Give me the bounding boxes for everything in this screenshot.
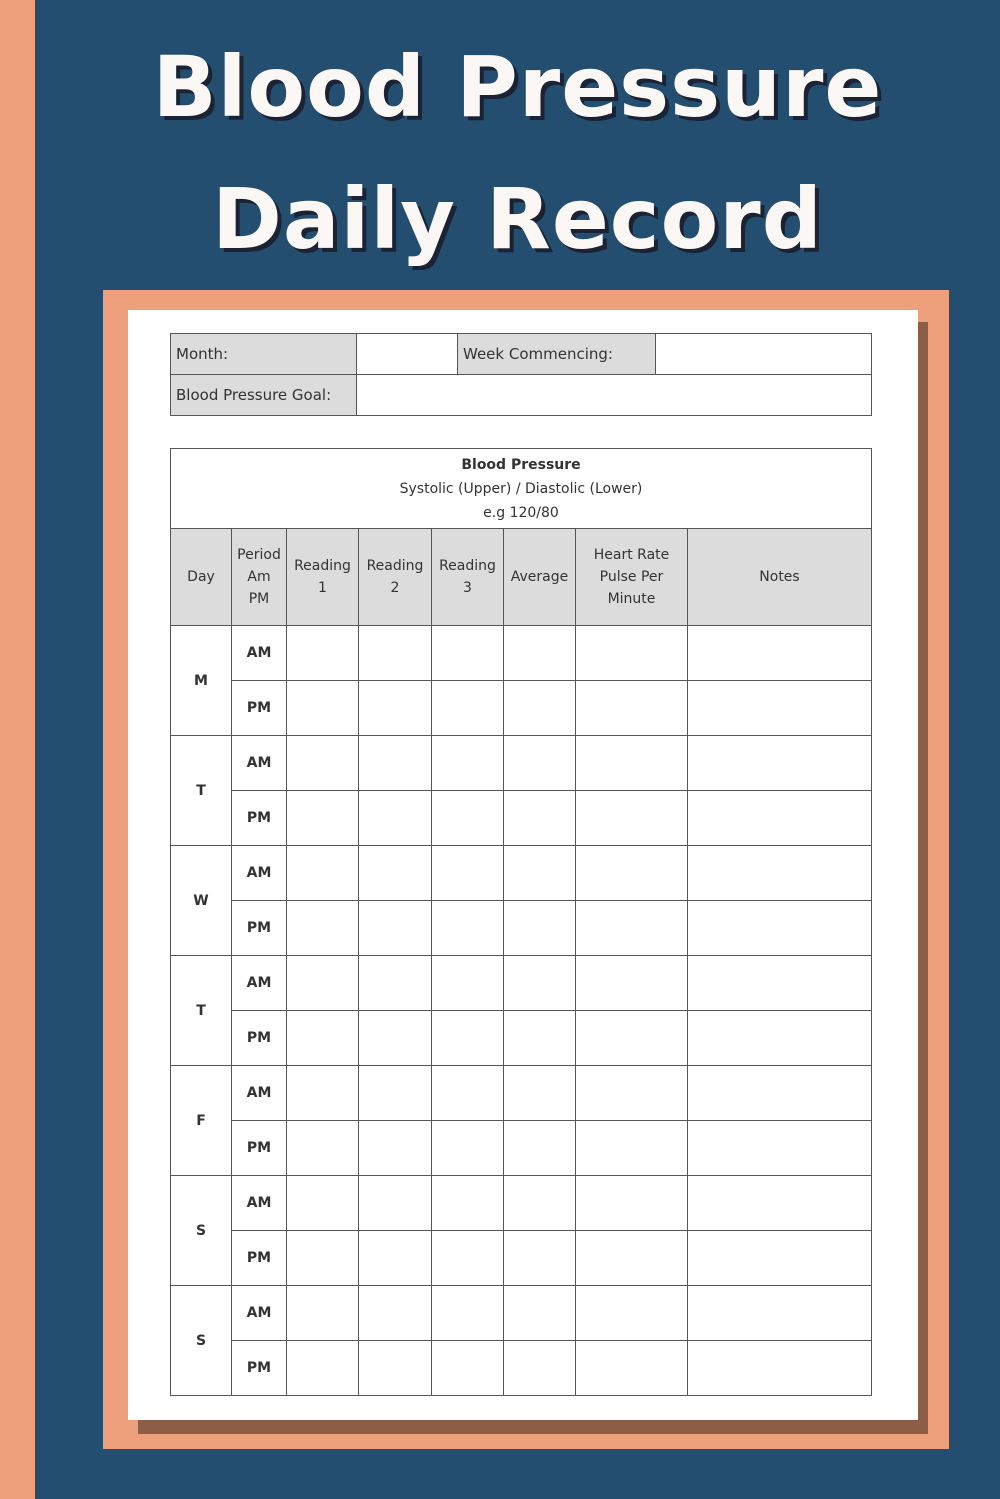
heart-rate-cell[interactable]	[576, 626, 688, 681]
table-title: Blood Pressure	[461, 456, 581, 473]
notes-cell[interactable]	[688, 681, 872, 736]
reading-2-cell[interactable]	[359, 1011, 432, 1066]
reading-3-cell[interactable]	[432, 956, 504, 1011]
heart-rate-cell[interactable]	[576, 1341, 688, 1396]
notes-cell[interactable]	[688, 626, 872, 681]
average-cell[interactable]	[504, 846, 576, 901]
average-cell[interactable]	[504, 791, 576, 846]
reading-1-cell[interactable]	[287, 1286, 359, 1341]
notes-cell[interactable]	[688, 956, 872, 1011]
table-row	[171, 901, 872, 956]
reading-2-cell[interactable]	[359, 1121, 432, 1176]
reading-3-cell[interactable]	[432, 791, 504, 846]
average-cell[interactable]	[504, 681, 576, 736]
reading-2-cell[interactable]	[359, 1286, 432, 1341]
record-sheet	[128, 310, 918, 1420]
day-cell: S	[171, 1176, 232, 1286]
heart-rate-cell[interactable]	[576, 1286, 688, 1341]
goal-label: Blood Pressure Goal:	[171, 375, 357, 416]
table-row	[171, 626, 872, 681]
table-row	[171, 1066, 872, 1121]
heart-rate-cell[interactable]	[576, 681, 688, 736]
period-cell: PM	[232, 1341, 287, 1396]
table-row	[171, 1286, 872, 1341]
period-cell: AM	[232, 1176, 287, 1231]
period-cell: AM	[232, 626, 287, 681]
reading-3-cell[interactable]	[432, 1121, 504, 1176]
reading-2-cell[interactable]	[359, 1231, 432, 1286]
reading-3-cell[interactable]	[432, 1176, 504, 1231]
average-cell[interactable]	[504, 1176, 576, 1231]
heart-rate-cell[interactable]	[576, 1121, 688, 1176]
table-row	[171, 1011, 872, 1066]
average-cell[interactable]	[504, 1066, 576, 1121]
reading-3-cell[interactable]	[432, 681, 504, 736]
table-subtitle: Systolic (Upper) / Diastolic (Lower)	[399, 480, 643, 497]
left-accent-strip	[0, 0, 35, 1499]
week-commencing-label: Week Commencing:	[458, 334, 656, 375]
col-hr-l3: Minute	[607, 591, 656, 607]
heart-rate-cell[interactable]	[576, 736, 688, 791]
period-cell: PM	[232, 681, 287, 736]
heart-rate-cell[interactable]	[576, 956, 688, 1011]
col-period	[232, 529, 287, 626]
reading-1-cell[interactable]	[287, 736, 359, 791]
week-commencing-field[interactable]	[656, 334, 872, 375]
table-row	[171, 1231, 872, 1286]
col-hr-l2: Pulse Per	[599, 569, 664, 585]
reading-3-cell[interactable]	[432, 1341, 504, 1396]
reading-2-cell[interactable]	[359, 681, 432, 736]
reading-1-cell[interactable]	[287, 1121, 359, 1176]
notes-cell[interactable]	[688, 1176, 872, 1231]
heart-rate-cell[interactable]	[576, 846, 688, 901]
col-reading-2	[359, 529, 432, 626]
notes-cell[interactable]	[688, 1066, 872, 1121]
col-notes: Notes	[688, 529, 872, 626]
readings-table	[170, 448, 872, 1396]
day-cell: T	[171, 736, 232, 846]
reading-3-cell[interactable]	[432, 1011, 504, 1066]
period-cell: AM	[232, 736, 287, 791]
notes-cell[interactable]	[688, 1286, 872, 1341]
table-row	[171, 956, 872, 1011]
day-cell: T	[171, 956, 232, 1066]
average-cell[interactable]	[504, 1121, 576, 1176]
period-cell: PM	[232, 901, 287, 956]
notes-cell[interactable]	[688, 1341, 872, 1396]
reading-2-cell[interactable]	[359, 791, 432, 846]
average-cell[interactable]	[504, 736, 576, 791]
heart-rate-cell[interactable]	[576, 1066, 688, 1121]
reading-3-cell[interactable]	[432, 846, 504, 901]
reading-1-cell[interactable]	[287, 1011, 359, 1066]
reading-1-cell[interactable]	[287, 846, 359, 901]
month-field[interactable]	[357, 334, 458, 375]
goal-field[interactable]	[357, 375, 872, 416]
table-row	[171, 846, 872, 901]
table-row	[171, 1341, 872, 1396]
reading-3-cell[interactable]	[432, 1231, 504, 1286]
month-label: Month:	[171, 334, 357, 375]
table-row	[171, 791, 872, 846]
col-day: Day	[171, 529, 232, 626]
reading-1-cell[interactable]	[287, 791, 359, 846]
reading-2-cell[interactable]	[359, 846, 432, 901]
average-cell[interactable]	[504, 1286, 576, 1341]
col-heart-rate	[576, 529, 688, 626]
period-cell: PM	[232, 1231, 287, 1286]
notes-cell[interactable]	[688, 791, 872, 846]
info-table	[170, 333, 872, 416]
cover-title-line2: Daily Record	[212, 170, 823, 268]
notes-cell[interactable]	[688, 736, 872, 791]
col-reading-1	[287, 529, 359, 626]
day-cell: M	[171, 626, 232, 736]
col-period-l1: Period	[237, 547, 281, 563]
col-reading-3	[432, 529, 504, 626]
cover-title-line1: Blood Pressure	[152, 38, 883, 136]
period-cell: AM	[232, 1286, 287, 1341]
reading-1-cell[interactable]	[287, 681, 359, 736]
col-hr-l1: Heart Rate	[593, 547, 670, 563]
reading-1-cell[interactable]	[287, 626, 359, 681]
heart-rate-cell[interactable]	[576, 791, 688, 846]
reading-2-cell[interactable]	[359, 1341, 432, 1396]
average-cell[interactable]	[504, 901, 576, 956]
day-cell: W	[171, 846, 232, 956]
col-r3-l2: 3	[463, 580, 472, 596]
heart-rate-cell[interactable]	[576, 1011, 688, 1066]
table-header	[171, 449, 872, 529]
average-cell[interactable]	[504, 1341, 576, 1396]
reading-1-cell[interactable]	[287, 1341, 359, 1396]
col-average: Average	[504, 529, 576, 626]
reading-3-cell[interactable]	[432, 736, 504, 791]
col-period-l3: PM	[248, 591, 270, 607]
table-row	[171, 736, 872, 791]
reading-3-cell[interactable]	[432, 1286, 504, 1341]
reading-3-cell[interactable]	[432, 1066, 504, 1121]
reading-2-cell[interactable]	[359, 1066, 432, 1121]
notes-cell[interactable]	[688, 1011, 872, 1066]
period-cell: PM	[232, 1011, 287, 1066]
reading-2-cell[interactable]	[359, 901, 432, 956]
average-cell[interactable]	[504, 1011, 576, 1066]
period-cell: PM	[232, 1121, 287, 1176]
col-r1-l2: 1	[318, 580, 327, 596]
reading-1-cell[interactable]	[287, 1231, 359, 1286]
table-row	[171, 1121, 872, 1176]
reading-2-cell[interactable]	[359, 736, 432, 791]
reading-2-cell[interactable]	[359, 1176, 432, 1231]
reading-1-cell[interactable]	[287, 1176, 359, 1231]
col-r1-l1: Reading	[294, 558, 351, 574]
table-row	[171, 1176, 872, 1231]
average-cell[interactable]	[504, 956, 576, 1011]
average-cell[interactable]	[504, 1231, 576, 1286]
reading-1-cell[interactable]	[287, 956, 359, 1011]
day-cell: S	[171, 1286, 232, 1396]
heart-rate-cell[interactable]	[576, 901, 688, 956]
heart-rate-cell[interactable]	[576, 1231, 688, 1286]
notes-cell[interactable]	[688, 901, 872, 956]
notes-cell[interactable]	[688, 1121, 872, 1176]
day-cell: F	[171, 1066, 232, 1176]
reading-1-cell[interactable]	[287, 1066, 359, 1121]
table-row	[171, 681, 872, 736]
table-example: e.g 120/80	[483, 504, 559, 521]
reading-3-cell[interactable]	[432, 626, 504, 681]
col-r3-l1: Reading	[439, 558, 496, 574]
reading-2-cell[interactable]	[359, 626, 432, 681]
reading-1-cell[interactable]	[287, 901, 359, 956]
col-r2-l1: Reading	[366, 558, 424, 574]
average-cell[interactable]	[504, 626, 576, 681]
heart-rate-cell[interactable]	[576, 1176, 688, 1231]
notes-cell[interactable]	[688, 1231, 872, 1286]
period-cell: AM	[232, 846, 287, 901]
col-r2-l2: 2	[390, 580, 400, 596]
reading-2-cell[interactable]	[359, 956, 432, 1011]
period-cell: AM	[232, 1066, 287, 1121]
period-cell: AM	[232, 956, 287, 1011]
col-period-l2: Am	[247, 569, 271, 585]
notes-cell[interactable]	[688, 846, 872, 901]
period-cell: PM	[232, 791, 287, 846]
reading-3-cell[interactable]	[432, 901, 504, 956]
